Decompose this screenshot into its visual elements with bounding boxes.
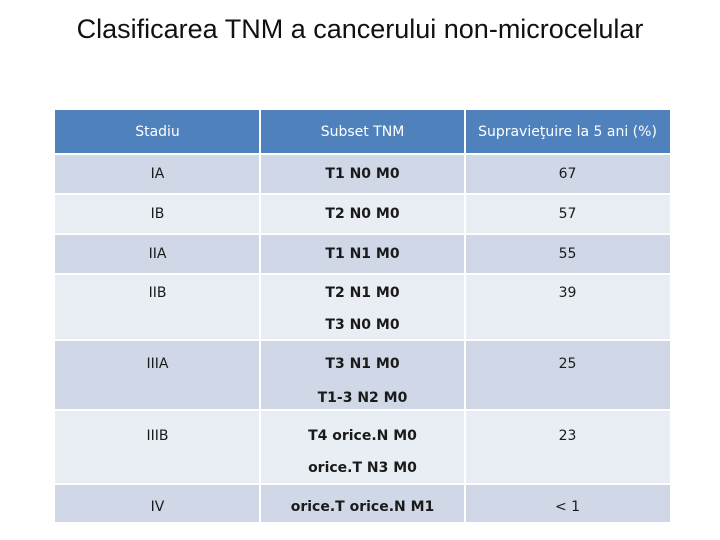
stage-cell: IIIB: [146, 428, 169, 444]
stage-cell: IIIA: [146, 356, 169, 372]
header-stadiu: Stadiu: [55, 110, 260, 154]
stage-cell: IA: [150, 166, 165, 182]
header-subset-tnm: Subset TNM: [260, 110, 465, 154]
survival-cell: 39: [558, 285, 577, 301]
survival-cell: 23: [558, 428, 577, 444]
survival-cell: < 1: [554, 499, 581, 515]
stage-cell: IB: [150, 206, 165, 222]
tnm-cell: orice.T orice.N M1: [290, 499, 435, 515]
tnm-table: [55, 110, 670, 522]
survival-cell: 25: [558, 356, 577, 372]
tnm-cell: T3 N0 M0: [325, 317, 400, 333]
tnm-cell: T1 N0 M0: [325, 166, 400, 182]
stage-cell: IV: [150, 499, 165, 515]
row-divider: [55, 153, 670, 155]
survival-cell: 57: [558, 206, 577, 222]
tnm-cell: T2 N1 M0: [325, 285, 400, 301]
tnm-cell: T2 N0 M0: [325, 206, 400, 222]
tnm-cell: T4 orice.N M0: [308, 428, 417, 444]
row-divider: [55, 339, 670, 341]
row-divider: [55, 273, 670, 275]
stage-cell: IIB: [148, 285, 167, 301]
tnm-cell: T1 N1 M0: [325, 246, 400, 262]
tnm-cell: T3 N1 M0: [325, 356, 400, 372]
survival-cell: 67: [558, 166, 577, 182]
tnm-cell: orice.T N3 M0: [308, 460, 417, 476]
page-title: Clasificarea TNM a cancerului non-microcelular: [76, 14, 644, 44]
row-divider: [55, 233, 670, 235]
row-divider: [55, 483, 670, 485]
survival-cell: 55: [558, 246, 577, 262]
row-divider: [55, 193, 670, 195]
tnm-cell: T1-3 N2 M0: [317, 390, 408, 406]
header-supravietuire: Supravieţuire la 5 ani (%): [465, 110, 670, 154]
stage-cell: IIA: [148, 246, 167, 262]
